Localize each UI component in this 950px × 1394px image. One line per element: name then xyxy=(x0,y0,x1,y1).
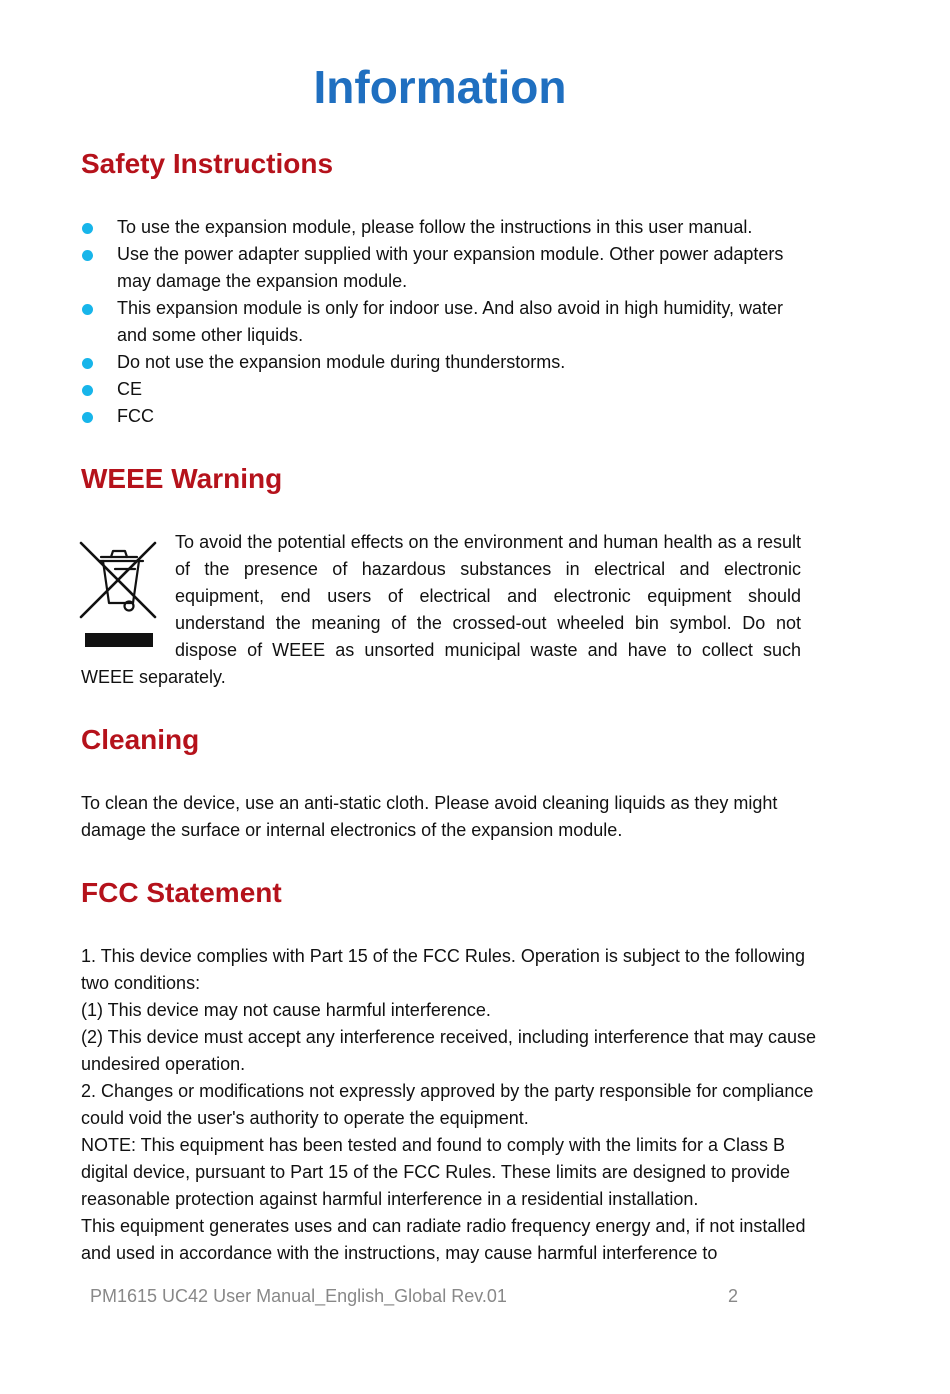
page-title: Information xyxy=(313,61,567,113)
cleaning-paragraph: To clean the device, use an anti-static cloth. Please avoid cleaning liquids as they might damage the surface or internal electronics of the expansion module. xyxy=(81,793,778,840)
bullet-dot-icon xyxy=(82,385,93,396)
crossed-out-wheeled-bin-icon xyxy=(77,539,159,651)
list-item: Use the power adapter supplied with your expansion module. Other power adapters may damage the expansion module. xyxy=(81,241,803,295)
fcc-paragraph: (1) This device may not cause harmful interference. xyxy=(81,1000,491,1020)
safety-heading: Safety Instructions xyxy=(81,148,334,179)
bullet-dot-icon xyxy=(82,358,93,369)
bullet-dot-icon xyxy=(82,412,93,423)
footer-page-number: 2 xyxy=(728,1286,739,1306)
list-item: To use the expansion module, please follow the instructions in this user manual. xyxy=(81,214,803,241)
fcc-paragraph: (2) This device must accept any interference received, including interference that may cause undesired operation. xyxy=(81,1027,817,1074)
list-item: Do not use the expansion module during thunderstorms. xyxy=(81,349,803,376)
fcc-paragraph: This equipment generates uses and can radiate radio frequency energy and, if not installed and used in accordance with the instructions, may cause harmful interference to xyxy=(81,1216,806,1263)
bullet-dot-icon xyxy=(82,304,93,315)
weee-paragraph: To avoid the potential effects on the environment and human health as a result of the presence of hazardous substances in electrical and electronic equipment, end users of electrical and electronic equipment should understand the meaning of the crossed-out wheeled bin symbol. Do not dispose of WEEE as unsorted municipal waste and have to collect such WEEE separately. xyxy=(81,529,801,691)
fcc-heading: FCC Statement xyxy=(81,877,282,908)
footer-doc-name: PM1615 UC42 User Manual_English_Global Rev.01 xyxy=(90,1286,507,1306)
list-item: This expansion module is only for indoor use. And also avoid in high humidity, water and some other liquids. xyxy=(81,295,803,349)
bullet-dot-icon xyxy=(82,223,93,234)
list-item: CE xyxy=(81,376,803,403)
fcc-paragraph: NOTE: This equipment has been tested and found to comply with the limits for a Class B digital device, pursuant to Part 15 of the FCC Rules. These limits are designed to provide reasonable protection against harmful interference in a residential installation. xyxy=(81,1135,791,1209)
fcc-paragraph: 1. This device complies with Part 15 of the FCC Rules. Operation is subject to the following two conditions: xyxy=(81,946,806,993)
bullet-dot-icon xyxy=(82,250,93,261)
fcc-paragraph: 2. Changes or modifications not expressly approved by the party responsible for compliance could void the user's authority to operate the equipment. xyxy=(81,1081,814,1128)
list-item: FCC xyxy=(81,403,803,430)
safety-list xyxy=(81,214,803,430)
weee-heading: WEEE Warning xyxy=(81,463,283,494)
cleaning-heading: Cleaning xyxy=(81,724,200,755)
fcc-statement xyxy=(81,943,821,1267)
